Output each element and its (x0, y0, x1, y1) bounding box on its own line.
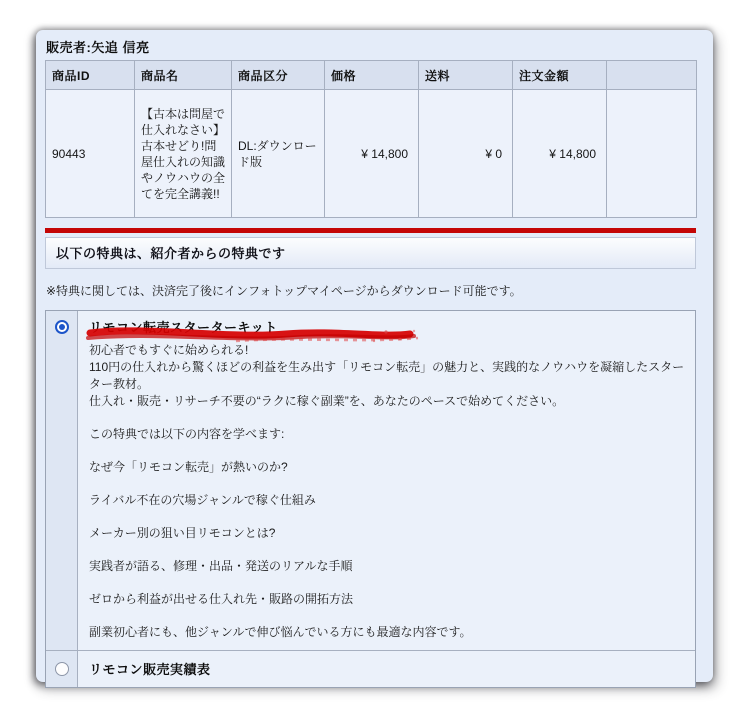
bonus-option-2-title: リモコン販売実績表 (89, 662, 211, 677)
bonus-description-line: なぜ今「リモコン転売」が熱いのか? (89, 460, 288, 474)
col-header-product-name: 商品名 (135, 61, 232, 90)
bonus-description-line: 副業初心者にも、他ジャンルで伸び悩んでいる方にも最適な内容です。 (89, 625, 472, 639)
red-divider (45, 228, 696, 233)
bonus-option-1-title: リモコン転売スターターキット (89, 320, 278, 335)
bonus-option-1-title-wrap (89, 317, 685, 336)
radio-button-option-1[interactable] (55, 320, 69, 334)
bonus-description-line: 仕入れ・販売・リサーチ不要の“ラクに稼ぐ副業”を、あなたのペースで始めてください。 (89, 394, 565, 408)
price-cell: ¥ 14,800 (325, 90, 419, 218)
bonus-option-row-1 (46, 311, 695, 650)
bonus-option-1-radio-cell[interactable] (46, 311, 78, 650)
col-header-category: 商品区分 (232, 61, 325, 90)
order-panel (36, 30, 713, 682)
radio-button-option-2[interactable] (55, 662, 69, 676)
product-name-cell: 【古本は問屋で仕入れなさい】古本せどり!問屋仕入れの知識やノウハウの全てを完全講義!! (135, 90, 232, 218)
shipping-cell: ¥ 0 (419, 90, 513, 218)
bonus-description-line: 初心者でもすぐに始められる! (89, 343, 249, 357)
bonus-section-header: 以下の特典は、紹介者からの特典です (45, 237, 696, 269)
bonus-description-line: ゼロから利益が出せる仕入れ先・販路の開拓方法 (89, 592, 354, 606)
bonus-description-line: メーカー別の狙い目リモコンとは? (89, 526, 276, 540)
table-row (46, 90, 697, 218)
product-table (45, 60, 697, 218)
seller-label: 販売者:矢追 信亮 (46, 40, 150, 55)
col-header-order-total: 注文金額 (513, 61, 607, 90)
bonus-description-line: この特典では以下の内容を学べます: (89, 427, 285, 441)
product-id-cell: 90443 (46, 90, 135, 218)
bonus-options-box (45, 310, 696, 688)
bonus-option-1-content (78, 311, 695, 650)
order-total-cell: ¥ 14,800 (513, 90, 607, 218)
product-table-header-row (46, 61, 697, 90)
bonus-description-line: ライバル不在の穴場ジャンルで稼ぐ仕組み (89, 493, 316, 507)
col-header-shipping: 送料 (419, 61, 513, 90)
empty-cell (607, 90, 697, 218)
bonus-option-2-content (78, 651, 695, 687)
bonus-option-row-2 (46, 650, 695, 687)
col-header-empty (607, 61, 697, 90)
bonus-description-line: 110円の仕入れから驚くほどの利益を生み出す「リモコン転売」の魅力と、実践的なノウハウを凝縮したスターター教材。 (89, 360, 685, 391)
product-category-cell: DL:ダウンロード版 (232, 90, 325, 218)
col-header-product-id: 商品ID (46, 61, 135, 90)
col-header-price: 価格 (325, 61, 419, 90)
bonus-description-line: 実践者が語る、修理・出品・発送のリアルな手順 (89, 559, 353, 573)
bonus-note: ※特典に関しては、決済完了後にインフォトップマイページからダウンロード可能です。 (46, 284, 522, 298)
bonus-option-2-radio-cell[interactable] (46, 651, 78, 687)
